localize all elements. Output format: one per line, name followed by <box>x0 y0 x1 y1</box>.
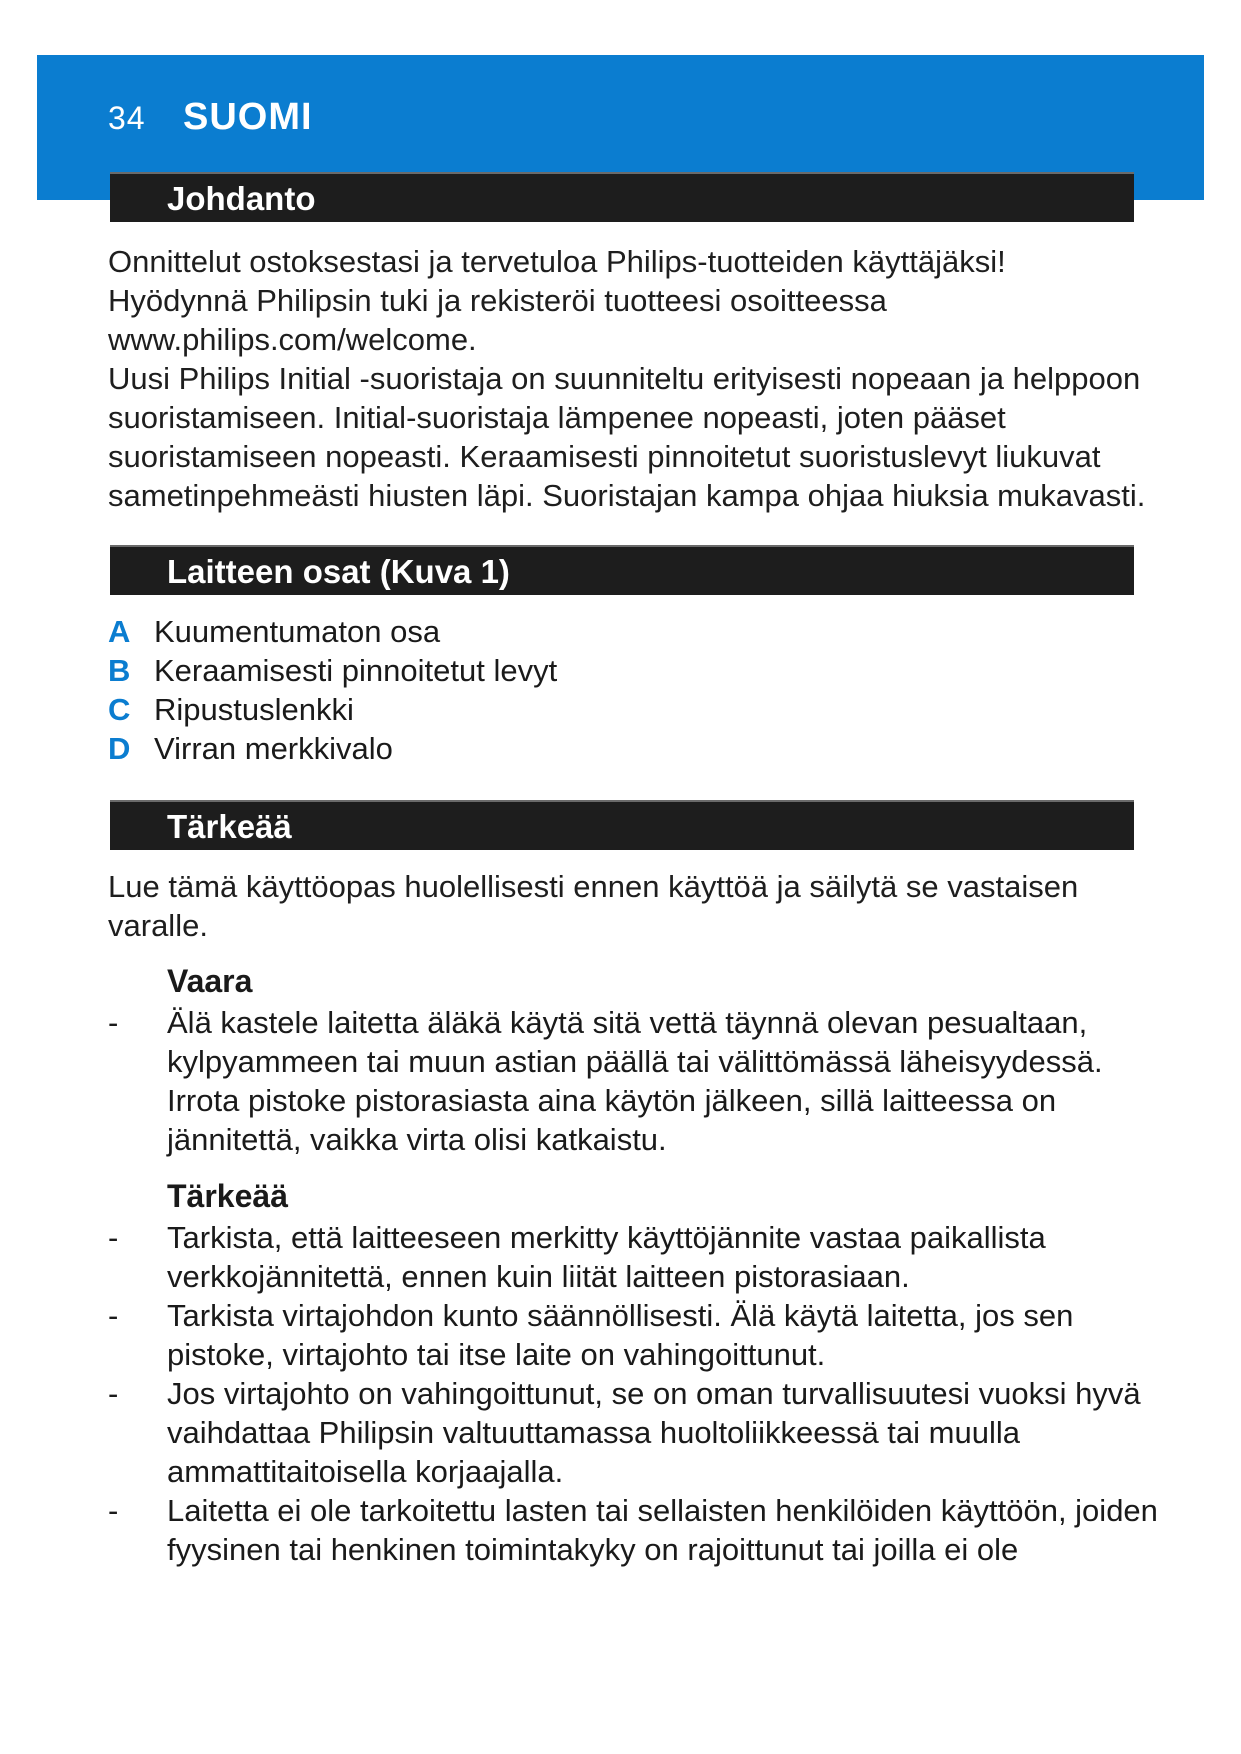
caution-item-text: Tarkista, että laitteeseen merkitty käyttöjännite vastaa paikallista verkkojännitettä, ennen kuin liität laitteen pistorasiaan. <box>167 1220 1046 1294</box>
page-number: 34 <box>108 100 146 136</box>
bullet-dash: - <box>108 1220 119 1255</box>
caution-item <box>108 1491 1158 1569</box>
part-letter: B <box>108 653 131 688</box>
part-label: Kuumentumaton osa <box>154 614 441 649</box>
intro-paragraph: Uusi Philips Initial -suoristaja on suunniteltu erityisesti nopeaan ja helppoon suoristamiseen. Initial-suoristaja lämpenee nopeasti, joten pääset suoristamiseen nopeasti. Keraamisesti pinnoitetut suoristuslevyt liukuvat sametinpehmeästi hiusten läpi. Suoristajan kampa ohjaa hiuksia mukavasti. <box>108 361 1146 513</box>
section-bar-parts <box>110 545 1134 595</box>
important-intro: Lue tämä käyttöopas huolellisesti ennen käyttöä ja säilytä se vastaisen varalle. <box>108 869 1079 943</box>
section-bar-important <box>110 800 1134 850</box>
part-item <box>108 690 557 729</box>
part-letter: D <box>108 731 131 766</box>
language-title: SUOMI <box>183 96 313 138</box>
parts-list <box>108 612 557 768</box>
section-bar-intro <box>110 172 1134 222</box>
bullet-dash: - <box>108 1298 119 1333</box>
caution-item-text: Jos virtajohto on vahingoittunut, se on oman turvallisuutesi vuoksi hyvä vaihdattaa Philipsin valtuuttamassa huoltoliikkeessä tai muulla ammattitaitoisella korjaajalla. <box>167 1376 1141 1489</box>
bullet-dash: - <box>108 1493 119 1528</box>
part-item <box>108 612 557 651</box>
caution-item-text: Tarkista virtajohdon kunto säännöllisesti. Älä käytä laitetta, jos sen pistoke, virtajohto tai itse laite on vahingoittunut. <box>167 1298 1074 1372</box>
section-title-intro: Johdanto <box>167 180 316 217</box>
danger-item-text: Älä kastele laitetta äläkä käytä sitä vettä täynnä olevan pesualtaan, kylpyammeen tai muun astian päällä tai välittömässä läheisyydessä. Irrota pistoke pistorasiasta aina käytön jälkeen, sillä laitteessa on jännitettä, vaikka virta olisi katkaistu. <box>167 1005 1103 1157</box>
caution-item-text: Laitetta ei ole tarkoitettu lasten tai sellaisten henkilöiden käyttöön, joiden fyysinen tai henkinen toimintakyky on rajoittunut tai joilla ei ole <box>167 1493 1158 1567</box>
part-label: Keraamisesti pinnoitetut levyt <box>154 653 558 688</box>
part-letter: C <box>108 692 131 727</box>
caution-item <box>108 1296 1158 1374</box>
part-letter: A <box>108 614 131 649</box>
intro-text <box>108 242 1148 515</box>
danger-item <box>108 1003 1158 1159</box>
bullet-dash: - <box>108 1005 119 1040</box>
section-title-important: Tärkeää <box>167 808 292 845</box>
caution-item <box>108 1374 1158 1491</box>
part-label: Ripustuslenkki <box>154 692 354 727</box>
caution-heading: Tärkeää <box>167 1178 288 1214</box>
section-title-parts: Laitteen osat (Kuva 1) <box>167 553 510 590</box>
part-item <box>108 651 557 690</box>
bullet-dash: - <box>108 1376 119 1411</box>
part-item <box>108 729 557 768</box>
caution-item <box>108 1218 1158 1296</box>
danger-heading: Vaara <box>167 963 253 999</box>
part-label: Virran merkkivalo <box>154 731 393 766</box>
intro-paragraph: Onnittelut ostoksestasi ja tervetuloa Philips-tuotteiden käyttäjäksi! Hyödynnä Philipsin tuki ja rekisteröi tuotteesi osoitteessa www.philips.com/welcome. <box>108 244 1006 357</box>
